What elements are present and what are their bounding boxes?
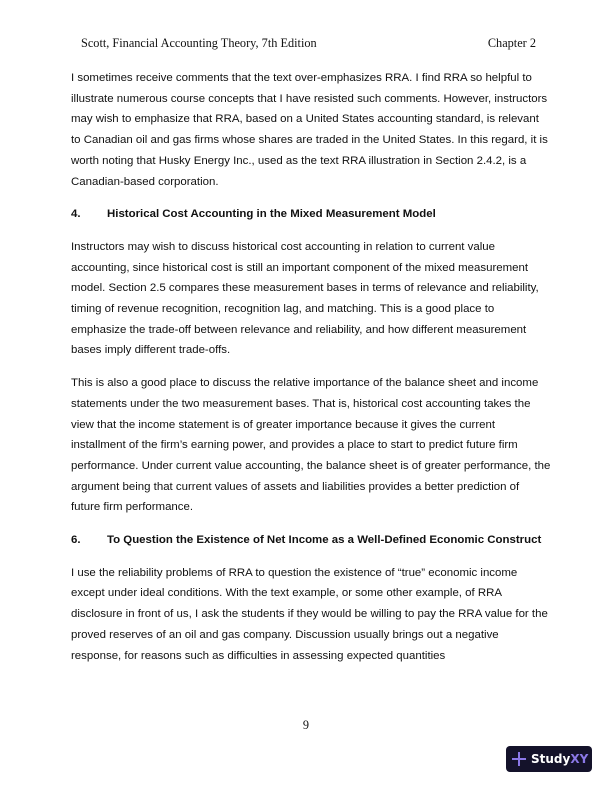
- page-body: [71, 68, 551, 678]
- page-number: 9: [302, 718, 310, 732]
- section-title: Historical Cost Accounting in the Mixed Measurement Model: [107, 208, 436, 221]
- section-title: To Question the Existence of Net Income as a Well-Defined Economic Construct: [107, 534, 542, 547]
- section-number: 6.: [71, 534, 81, 547]
- brand-text-study: Study: [531, 752, 571, 766]
- plus-icon: [512, 752, 526, 766]
- paragraph-rra-emphasis: I sometimes receive comments that the text over-emphasizes RRA. I find RRA so helpful to illustrate numerous course concepts that I have resisted such comments. However, instructors may wish to emphasize that RRA, based on a United States accounting standard, is relevant to Canadian oil and gas firms whose shares are traded in the United States. In this regard, it is worth noting that Husky Energy Inc., used as the text RRA illustration in Section 2.4.2, is a Canadian-based corporation.: [71, 72, 548, 188]
- section-heading-6: [71, 530, 551, 551]
- header-book-title: Scott, Financial Accounting Theory, 7th Edition: [81, 36, 317, 50]
- section-heading-4: [71, 204, 551, 225]
- page-header: [81, 36, 536, 52]
- paragraph-historical-cost: Instructors may wish to discuss historical cost accounting in relation to current value accounting, since historical cost is still an important component of the mixed measurement model. Section 2.5 compares these measurement bases in terms of relevance and reliability, timing of revenue recognition, recognition lag, and matching. This is a good place to emphasize the trade-off between relevance and reliability, and how different measurement bases imply different trade-offs.: [71, 240, 539, 357]
- studyxy-watermark: [506, 746, 592, 772]
- header-chapter: Chapter 2: [487, 36, 536, 50]
- paragraph-balance-sheet: This is also a good place to discuss the relative importance of the balance sheet and income statements under the two measurement bases. That is, historical cost accounting takes the view that the income statement is of greater importance because it gives the current installment of the firm’s earning power, and provides a place to start to predict future firm performance. Under current value accounting, the balance sheet is of greater performance, the argument being that current values of assets and liabilities provides a better prediction of future firm performance.: [71, 377, 551, 514]
- section-number: 4.: [71, 208, 81, 221]
- brand-text-xy: XY: [570, 752, 589, 766]
- paragraph-net-income: I use the reliability problems of RRA to question the existence of “true” economic income except under ideal conditions. With the text example, or some other example, of RRA disclosure in front of us, I ask the students if they would be willing to pay the RRA value for the proved reserves of an oil and gas company. Discussion usually brings out a negative response, for reasons such as difficulties in assessing expected quantities: [71, 566, 548, 662]
